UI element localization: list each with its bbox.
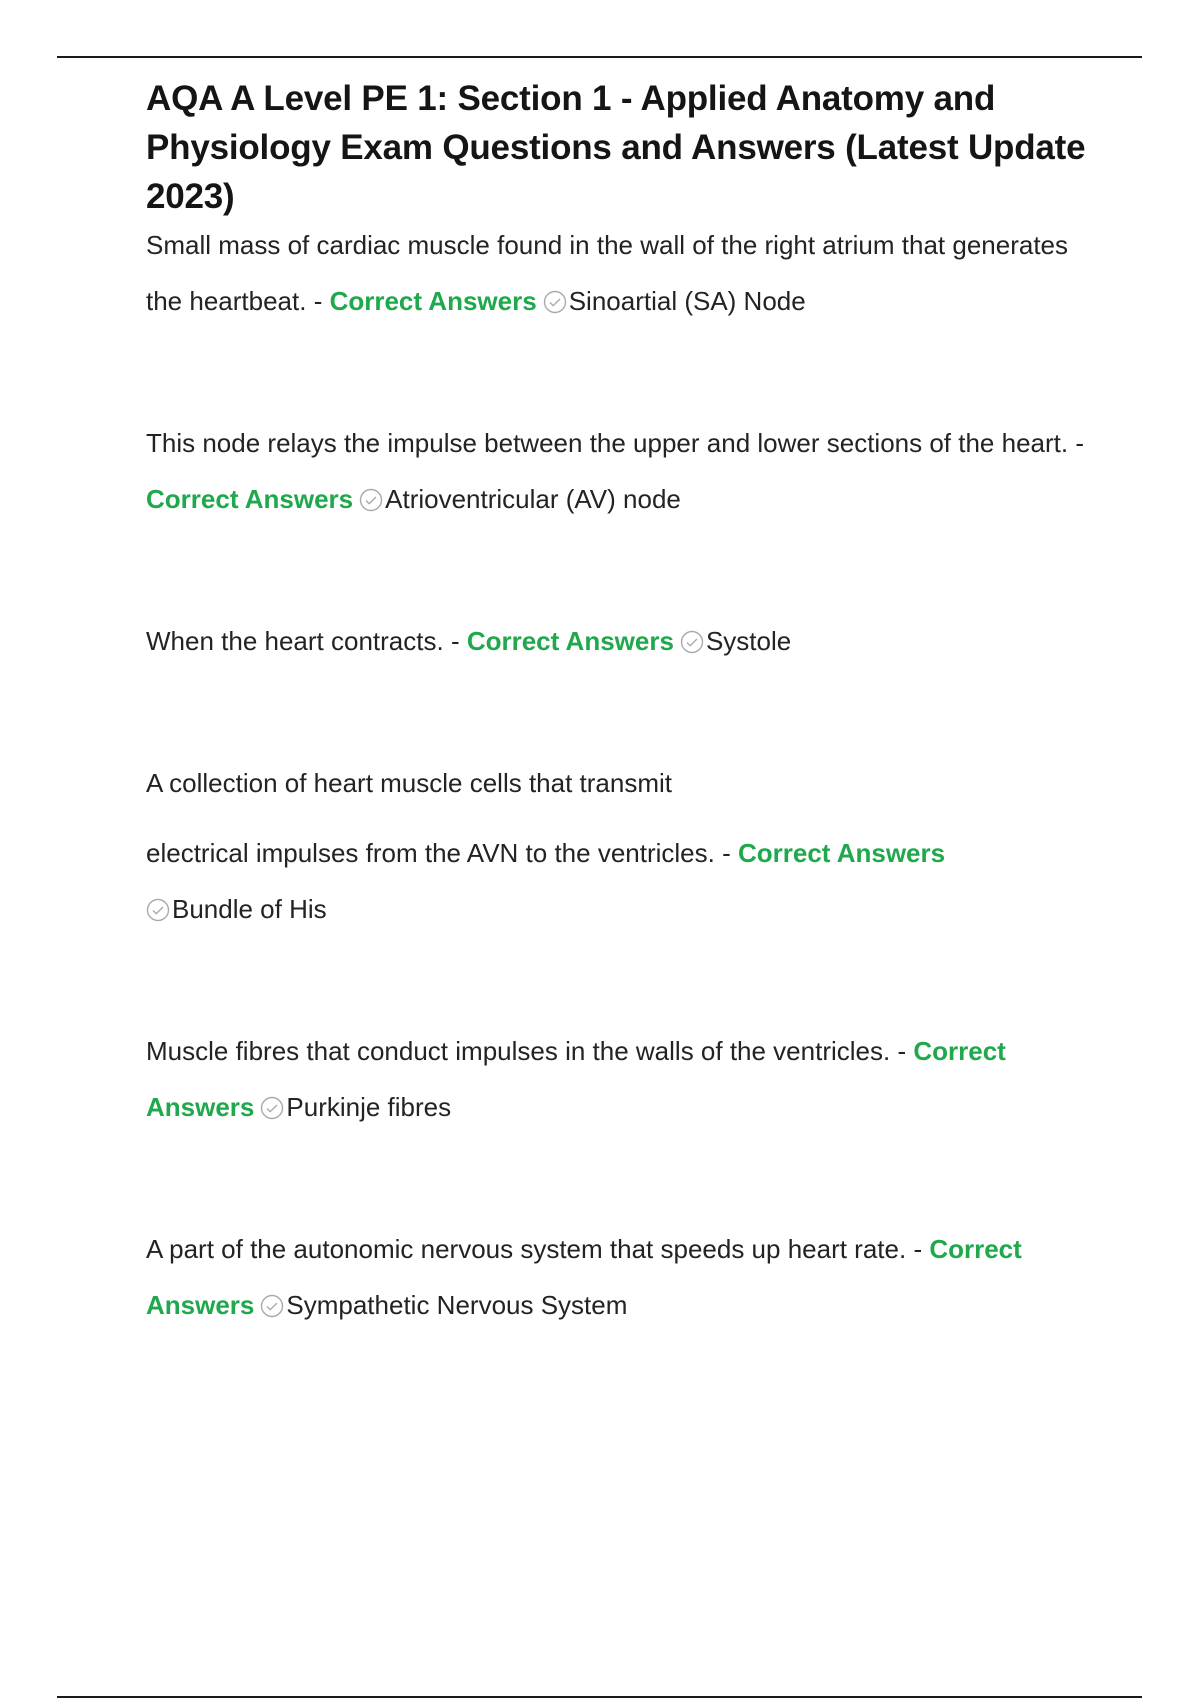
question-text: Small mass of cardiac muscle found in the wall of the right atrium that generates the heartbeat. <box>146 230 1068 316</box>
qa-item <box>146 415 1096 527</box>
answer-text: Atrioventricular (AV) node <box>385 484 681 514</box>
separator: - <box>1068 428 1084 458</box>
spacer <box>146 329 1096 415</box>
separator: - <box>306 286 330 316</box>
qa-item <box>146 613 1096 669</box>
spacer <box>146 1135 1096 1221</box>
check-circle-icon <box>543 290 567 314</box>
correct-answers-label: Correct Answers <box>466 626 674 656</box>
separator: - <box>714 838 738 868</box>
answer-text: Systole <box>705 626 792 656</box>
question-text: This node relays the impulse between the upper and lower sections of the heart. <box>146 428 1069 458</box>
correct-answers-label: Correct Answers <box>146 484 354 514</box>
qa-item <box>146 825 1096 937</box>
question-text-line: A collection of heart muscle cells that transmit <box>146 768 673 798</box>
document-body <box>146 74 1096 1333</box>
answer-text: Purkinje fibres <box>286 1092 452 1122</box>
separator: - <box>443 626 467 656</box>
spacer <box>146 669 1096 755</box>
answer-text: Sympathetic Nervous System <box>286 1290 628 1320</box>
spacer <box>146 527 1096 613</box>
question-text: Muscle fibres that conduct impulses in the walls of the ventricles. <box>146 1036 891 1066</box>
check-circle-icon <box>260 1294 284 1318</box>
separator: - <box>906 1234 930 1264</box>
question-text: A part of the autonomic nervous system that speeds up heart rate. <box>146 1234 907 1264</box>
qa-item <box>146 1023 1096 1135</box>
check-circle-icon <box>260 1096 284 1120</box>
correct-answers-label: Correct Answers <box>329 286 537 316</box>
correct-answers-label: Correct Answers <box>146 1036 1006 1122</box>
separator: - <box>890 1036 914 1066</box>
check-circle-icon <box>680 630 704 654</box>
top-divider <box>57 56 1142 58</box>
correct-answers-label: Correct Answers <box>737 838 946 868</box>
answer-text: Bundle of His <box>172 894 327 924</box>
question-text: electrical impulses from the AVN to the ventricles. <box>146 838 715 868</box>
qa-item <box>146 217 1096 329</box>
correct-answers-label: Correct Answers <box>146 1234 1022 1320</box>
answer-text: Sinoartial (SA) Node <box>568 286 806 316</box>
check-circle-icon <box>359 488 383 512</box>
bottom-divider <box>57 1696 1142 1698</box>
page-title: AQA A Level PE 1: Section 1 - Applied Anatomy and Physiology Exam Questions and Answers (Latest Update 2023) <box>146 79 1086 216</box>
qa-item <box>146 1221 1096 1333</box>
spacer <box>146 937 1096 1023</box>
check-circle-icon <box>146 898 170 922</box>
question-text: When the heart contracts. <box>146 626 444 656</box>
